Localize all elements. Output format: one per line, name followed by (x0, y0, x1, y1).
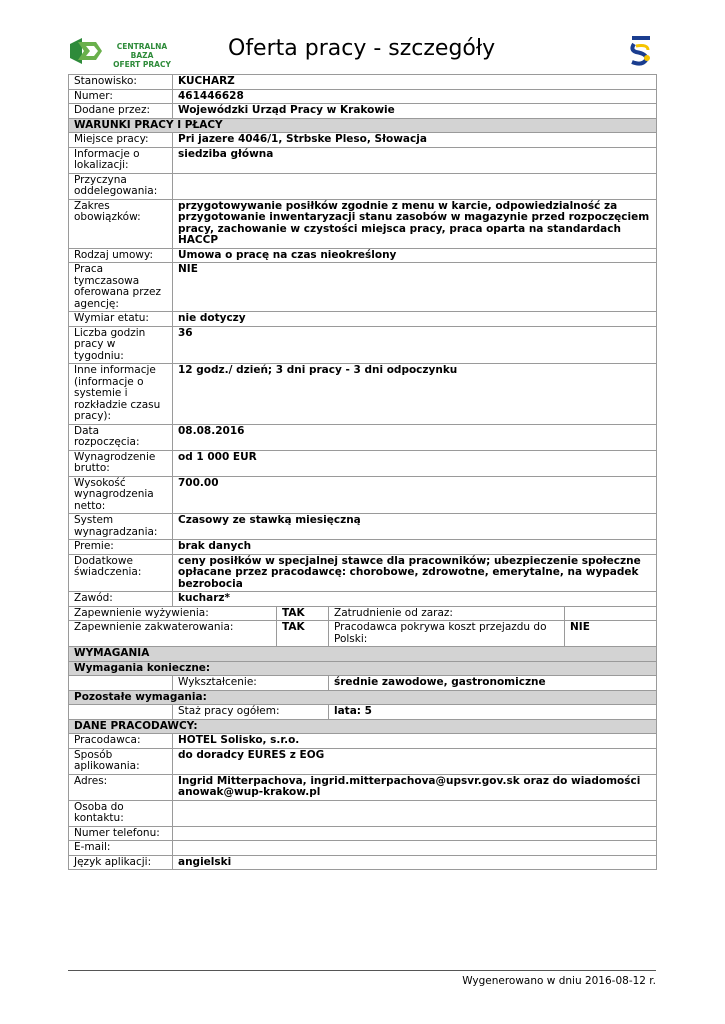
value-rodzaj: Umowa o pracę na czas nieokreślony (173, 248, 657, 263)
value-tymczasowa: NIE (173, 263, 657, 312)
row-numer (69, 89, 657, 104)
row-dodatkowe (69, 554, 657, 592)
value-premie: brak danych (173, 540, 657, 555)
label-jezyk: Język aplikacji: (69, 855, 173, 870)
eures-logo (628, 36, 654, 66)
value-zawod: kucharz* (173, 592, 657, 607)
logo-text (106, 42, 178, 69)
row-premie (69, 540, 657, 555)
row-adres (69, 774, 657, 800)
row-dodane (69, 104, 657, 119)
value-godziny: 36 (173, 326, 657, 364)
subsection-pozostale-title: Pozostałe wymagania: (69, 690, 657, 705)
value-system: Czasowy ze stawką miesięczną (173, 514, 657, 540)
row-osoba (69, 800, 657, 826)
value-email (173, 841, 657, 856)
row-wyzywienie (69, 606, 657, 621)
label-sposob: Sposób aplikowania: (69, 748, 173, 774)
value-wyksztalcenie: średnie zawodowe, gastronomiczne (329, 676, 657, 691)
label-inne: Inne informacje (informacje o systemie i rozkładzie czasu pracy): (69, 364, 173, 425)
row-wyksztalcenie (69, 676, 657, 691)
label-rodzaj: Rodzaj umowy: (69, 248, 173, 263)
row-netto (69, 476, 657, 514)
row-godziny (69, 326, 657, 364)
label-wymiar: Wymiar etatu: (69, 312, 173, 327)
row-telefon (69, 826, 657, 841)
subsection-konieczne-title: Wymagania konieczne: (69, 661, 657, 676)
logo-line2: OFERT PRACY (113, 60, 171, 69)
value-lokalizacja: siedziba główna (173, 147, 657, 173)
row-data (69, 424, 657, 450)
row-zakres (69, 199, 657, 248)
row-brutto (69, 450, 657, 476)
section-wymagania-title: WYMAGANIA (69, 647, 657, 662)
label-premie: Premie: (69, 540, 173, 555)
page-header (68, 30, 656, 72)
empty-cell (69, 705, 173, 720)
label-osoba: Osoba do kontaktu: (69, 800, 173, 826)
value-dodatkowe: ceny posiłków w specjalnej stawce dla pracowników; ubezpieczenie społeczne opłacane przez pracodawcę: chorobowe, zdrowotne, emerytalne, na wypadek bezrobocia (173, 554, 657, 592)
value-przyczyna (173, 173, 657, 199)
section-warunki-title: WARUNKI PRACY I PŁACY (69, 118, 657, 133)
label-miejsce: Miejsce pracy: (69, 133, 173, 148)
label-przyczyna: Przyczyna oddelegowania: (69, 173, 173, 199)
value-pracodawca: HOTEL Solisko, s.r.o. (173, 734, 657, 749)
section-wymagania (69, 647, 657, 662)
label-system: System wynagradzania: (69, 514, 173, 540)
label-wyksztalcenie: Wykształcenie: (173, 676, 329, 691)
label-telefon: Numer telefonu: (69, 826, 173, 841)
row-sposob (69, 748, 657, 774)
row-stanowisko (69, 75, 657, 90)
value-adres: Ingrid Mitterpachova, ingrid.mitterpachova@upsvr.gov.sk oraz do wiadomości anowak@wup-krakow.pl (173, 774, 657, 800)
value-zakres: przygotowywanie posiłków zgodnie z menu w karcie, odpowiedzialność za przygotowanie inwentaryzacji stanu zasobów w magazynie przed rozpoczęciem pracy, zachowanie w czystości miejsca pracy, praca oparta na standardach HACCP (173, 199, 657, 248)
row-pracodawca (69, 734, 657, 749)
row-rodzaj (69, 248, 657, 263)
label-data: Data rozpoczęcia: (69, 424, 173, 450)
label-staz: Staż pracy ogółem: (173, 705, 329, 720)
cbop-logo-icon (68, 38, 104, 64)
value-przejazd: NIE (565, 621, 657, 647)
row-system (69, 514, 657, 540)
offer-details-table (68, 74, 657, 870)
value-osoba (173, 800, 657, 826)
row-przyczyna (69, 173, 657, 199)
label-przejazd: Pracodawca pokrywa koszt przejazdu do Polski: (329, 621, 565, 647)
value-telefon (173, 826, 657, 841)
value-wymiar: nie dotyczy (173, 312, 657, 327)
value-stanowisko: KUCHARZ (173, 75, 657, 90)
row-tymczasowa (69, 263, 657, 312)
logo-line1: CENTRALNA BAZA (116, 42, 168, 60)
value-jezyk: angielski (173, 855, 657, 870)
section-warunki (69, 118, 657, 133)
label-brutto: Wynagrodzenie brutto: (69, 450, 173, 476)
label-netto: Wysokość wynagrodzenia netto: (69, 476, 173, 514)
row-email (69, 841, 657, 856)
subsection-pozostale (69, 690, 657, 705)
section-pracodawca-title: DANE PRACODAWCY: (69, 719, 657, 734)
label-zatrudnienie: Zatrudnienie od zaraz: (329, 606, 565, 621)
row-miejsce (69, 133, 657, 148)
label-wyzywienie: Zapewnienie wyżywienia: (69, 606, 277, 621)
footer-generated: Wygenerowano w dniu 2016-08-12 r. (462, 975, 656, 987)
eures-logo-icon (628, 36, 654, 66)
row-inne (69, 364, 657, 425)
row-wymiar (69, 312, 657, 327)
label-adres: Adres: (69, 774, 173, 800)
value-numer: 461446628 (173, 89, 657, 104)
label-zakres: Zakres obowiązków: (69, 199, 173, 248)
empty-cell (69, 676, 173, 691)
row-jezyk (69, 855, 657, 870)
label-dodane: Dodane przez: (69, 104, 173, 119)
value-zatrudnienie (565, 606, 657, 621)
label-zakwaterowanie: Zapewnienie zakwaterowania: (69, 621, 277, 647)
label-lokalizacja: Informacje o lokalizacji: (69, 147, 173, 173)
label-tymczasowa: Praca tymczasowa oferowana przez agencję: (69, 263, 173, 312)
value-data: 08.08.2016 (173, 424, 657, 450)
value-miejsce: Pri jazere 4046/1, Strbske Pleso, Słowacja (173, 133, 657, 148)
label-zawod: Zawód: (69, 592, 173, 607)
footer-divider (68, 970, 656, 971)
cbop-logo (68, 38, 188, 69)
value-brutto: od 1 000 EUR (173, 450, 657, 476)
value-dodane: Wojewódzki Urząd Pracy w Krakowie (173, 104, 657, 119)
label-email: E-mail: (69, 841, 173, 856)
value-zakwaterowanie: TAK (277, 621, 329, 647)
row-zakwaterowanie (69, 621, 657, 647)
value-wyzywienie: TAK (277, 606, 329, 621)
label-stanowisko: Stanowisko: (69, 75, 173, 90)
label-godziny: Liczba godzin pracy w tygodniu: (69, 326, 173, 364)
value-sposob: do doradcy EURES z EOG (173, 748, 657, 774)
row-lokalizacja (69, 147, 657, 173)
label-pracodawca: Pracodawca: (69, 734, 173, 749)
section-pracodawca (69, 719, 657, 734)
subsection-konieczne (69, 661, 657, 676)
label-dodatkowe: Dodatkowe świadczenia: (69, 554, 173, 592)
page-title: Oferta pracy - szczegóły (228, 36, 496, 61)
value-staz: lata: 5 (329, 705, 657, 720)
value-netto: 700.00 (173, 476, 657, 514)
value-inne: 12 godz./ dzień; 3 dni pracy - 3 dni odpoczynku (173, 364, 657, 425)
row-zawod (69, 592, 657, 607)
row-staz (69, 705, 657, 720)
label-numer: Numer: (69, 89, 173, 104)
